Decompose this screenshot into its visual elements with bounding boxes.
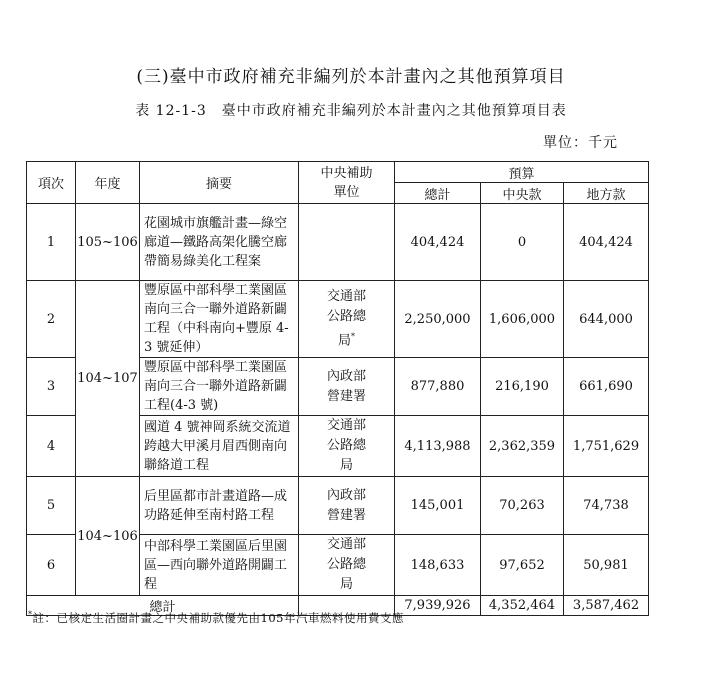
local-cell: 50,981 <box>564 535 649 596</box>
local-cell: 74,738 <box>564 477 649 535</box>
item-no: 1 <box>27 204 76 281</box>
budget-table <box>26 161 649 616</box>
local-cell: 644,000 <box>564 281 649 358</box>
footnote-mark: * <box>28 610 33 620</box>
central-cell: 70,263 <box>481 477 564 535</box>
year-cell: 105~106 <box>76 204 140 281</box>
total-cell: 877,880 <box>395 358 481 416</box>
table-row <box>27 204 649 281</box>
footnote <box>28 610 404 626</box>
local-cell: 661,690 <box>564 358 649 416</box>
item-no: 2 <box>27 281 76 358</box>
table-row <box>27 477 649 535</box>
header-total: 總計 <box>395 183 481 204</box>
item-no: 5 <box>27 477 76 535</box>
central-cell: 0 <box>481 204 564 281</box>
unit-label: 單位：千元 <box>543 135 618 151</box>
agency-cell: 內政部營建署 <box>299 477 395 535</box>
item-no: 4 <box>27 416 76 477</box>
total-cell: 145,001 <box>395 477 481 535</box>
header-summary: 摘要 <box>140 162 299 204</box>
local-cell: 404,424 <box>564 204 649 281</box>
summary-cell: 花園城市旗艦計畫—綠空廊道—鐵路高架化騰空廊帶簡易綠美化工程案 <box>140 204 299 281</box>
year-cell: 104~106 <box>76 477 140 596</box>
section-title: (三)臺中市政府補充非編列於本計畫內之其他預算項目 <box>136 67 566 87</box>
central-cell: 216,190 <box>481 358 564 416</box>
header-local: 地方款 <box>564 183 649 204</box>
agency-cell: 內政部營建署 <box>299 358 395 416</box>
item-no: 6 <box>27 535 76 596</box>
agency-cell <box>299 204 395 281</box>
central-total: 4,352,464 <box>481 596 564 616</box>
total-cell: 404,424 <box>395 204 481 281</box>
central-cell: 97,652 <box>481 535 564 596</box>
agency-cell: 交通部公路總局 <box>299 416 395 477</box>
summary-cell: 豐原區中部科學工業園區南向三合一聯外道路新闢工程(4-3 號) <box>140 358 299 416</box>
summary-cell: 國道 4 號神岡系統交流道跨越大甲溪月眉西側南向聯絡道工程 <box>140 416 299 477</box>
header-item-no: 項次 <box>27 162 76 204</box>
totals-label: 總計 <box>27 596 299 616</box>
header-year: 年度 <box>76 162 140 204</box>
year-cell: 104~107 <box>76 281 140 477</box>
agency-cell: 交通部公路總局* <box>299 281 395 358</box>
agency-cell: 交通部公路總局 <box>299 535 395 596</box>
total-cell: 2,250,000 <box>395 281 481 358</box>
central-cell: 1,606,000 <box>481 281 564 358</box>
local-cell: 1,751,629 <box>564 416 649 477</box>
summary-cell: 中部科學工業園區后里園區—西向聯外道路開闢工程 <box>140 535 299 596</box>
item-no: 3 <box>27 358 76 416</box>
central-cell: 2,362,359 <box>481 416 564 477</box>
total-cell: 4,113,988 <box>395 416 481 477</box>
local-total: 3,587,462 <box>564 596 649 616</box>
total-cell: 148,633 <box>395 535 481 596</box>
footnote-text: 註：已核定生活圈計畫之中央補助款優先由105年汽車燃料使用費支應 <box>32 611 404 625</box>
header-central: 中央款 <box>481 183 564 204</box>
agency-note-mark: * <box>351 331 355 341</box>
grand-total: 7,939,926 <box>395 596 481 616</box>
summary-cell: 后里區都市計畫道路—成功路延伸至南村路工程 <box>140 477 299 535</box>
summary-cell: 豐原區中部科學工業園區南向三合一聯外道路新闢工程（中科南向+豐原 4-3 號延伸） <box>140 281 299 358</box>
table-caption: 表 12-1-3 臺中市政府補充非編列於本計畫內之其他預算項目表 <box>135 103 567 119</box>
header-agency: 中央補助單位 <box>299 162 395 204</box>
table-row <box>27 281 649 358</box>
header-budget: 預算 <box>395 162 649 183</box>
